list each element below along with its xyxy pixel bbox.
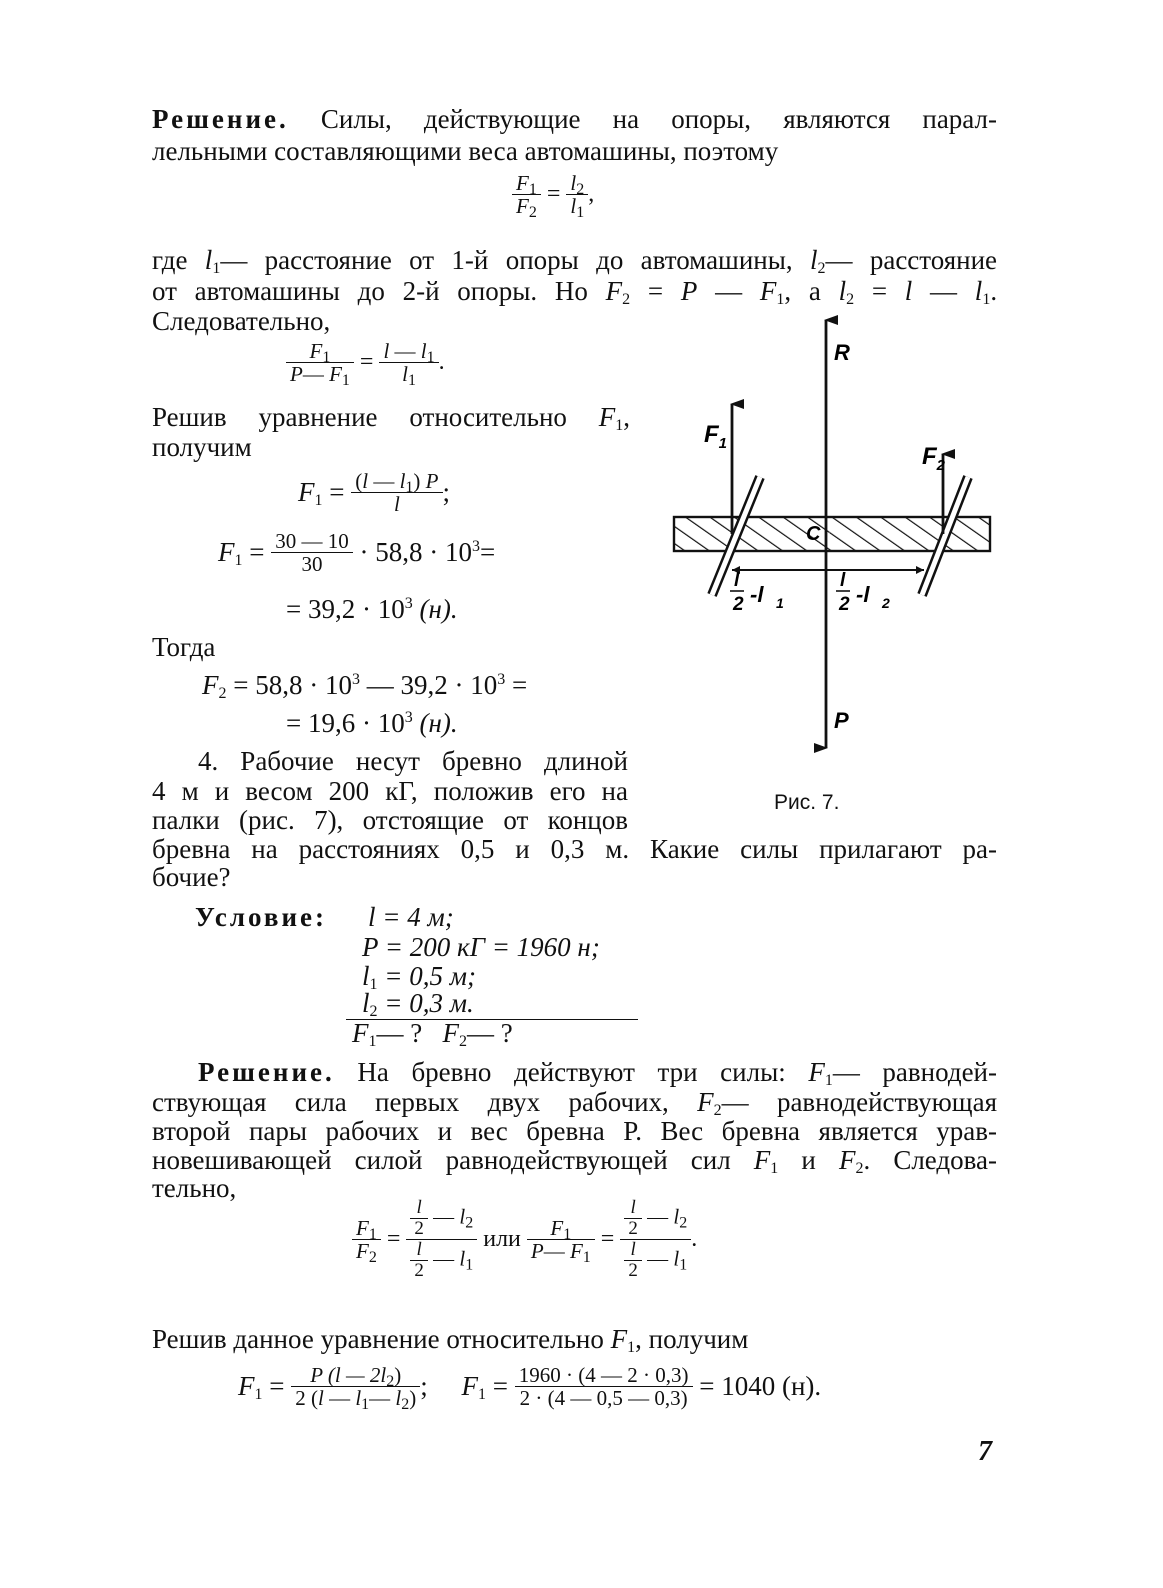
para-2-line3: Следовательно, [152,306,331,336]
solution-lead: Решение. [152,104,289,134]
text: а [808,276,821,306]
unit: (н). [419,708,458,738]
fraction-denominator: 30 [301,552,323,576]
condition-P: P = 200 кГ = 1960 н; [362,932,600,962]
text: , получим [635,1324,749,1354]
para-solution-2-line1: Решение. На бревно действуют три силы: $F_1—$ равнодей- [198,1057,998,1089]
text: — расстояние [825,245,998,275]
label-F2: $F_2$ [922,443,946,474]
para-2-line2: от автомашины до 2-й опоры. Но $F_2 = P$ — $F_1$, а $l_2 = l$ — $l_1$. [152,276,998,308]
para-solution-2-line2: ствующая сила первых двух рабочих, $F_2—$ равнодействующая [152,1087,997,1119]
dim-left-label [730,570,784,615]
formula-f1-numeric: $F_1$ = $\frac{30 — 10}{30}$ · $58,8 \cdot 10^3=$ [218,529,496,576]
fraction-numerator: 30 — 10 [271,530,353,553]
condition-l: l = 4 м; [368,902,454,932]
svg-text:1: 1 [776,595,784,611]
text: = 39,2 · 10 [286,594,405,624]
para-solution-1-line2: лельными составляющими веса автомашины, поэтому [152,136,779,166]
figure-7 [660,312,1000,782]
formula-ratio-2: $\frac{F_1}{P— F_1}$ = $\frac{l — l_1}{l_1}$ . [286,340,445,385]
label-P: P [834,708,849,733]
dim-right-label [836,570,890,615]
para-2-line1: где $l_1—$ расстояние от 1-й опоры до автомашины, $l_2—$ расстояние [152,245,998,277]
svg-text:-l: -l [750,582,764,607]
fraction-denominator: 2 · (4 — 0,5 — 0,3) [519,1386,688,1410]
para-solution-2-line4: новешивающей силой равнодействующей сил $F_1$ и $F_2$. Следова- [152,1145,998,1177]
text: = 19,6 · 10 [286,708,405,738]
text: = 0,3 м. [384,988,474,1018]
condition-l2: $l_2 = 0,3$ м. [362,988,474,1020]
page-number: 7 [978,1436,992,1467]
svg-text:2: 2 [839,594,850,615]
problem4-line4: бревна на расстояниях 0,5 и 0,3 м. Какие силы прилагают ра- [152,834,997,864]
condition-label: Условие: [195,902,327,932]
text: = 58,8 · 10 [233,670,352,700]
problem4-line2: 4 м и весом 200 кГ, положив его на [152,776,628,806]
formula-final: $F_1$ = $\frac{P (l — 2l_2)}{2 (l — l_1— l_2)}$ ; $F_1$ = $\frac{1960 \cdot (4 — 2 \cdot 0,3)}{2 \cdot (4 — 0,5 — 0,3)}$ = 1040 (н). [238,1363,822,1413]
svg-text:2: 2 [882,595,890,611]
svg-text:l: l [840,570,846,591]
text: Решив уравнение относительно [152,402,567,432]
condition-questions: $F_1—$ ? $F_2—$ ? [352,1018,513,1050]
text: новешивающей силой равнодействующей сил [152,1145,731,1175]
text: — равнодействующая [721,1087,997,1117]
svg-text:-l: -l [856,582,870,607]
para-3-line1: Решив уравнение относительно $F_1$, [152,402,631,434]
text: . Следова- [863,1145,998,1175]
formula-f2-line1: $F_2 = 58,8 \cdot 10^3$ — $39,2 \cdot 10^3$ = [202,670,528,702]
formula-f2-line2: = $19,6 \cdot 10^3$ (н). [286,708,458,738]
problem4-line3: палки (рис. 7), отстоящие от концов [152,805,628,835]
text: и [801,1145,816,1175]
text: — равнодей- [832,1057,998,1087]
label-F2-letter: F [922,443,937,470]
text: где [152,245,188,275]
para-text: Силы, действующие на опоры, являются парал- [320,104,997,134]
label-F1: $F_1$ [704,421,728,452]
problem4-line1: 4. Рабочие несут бревно длиной [198,746,628,776]
para-solution-2-line3: второй пары рабочих и вес бревна P. Вес бревна является урав- [152,1116,997,1146]
svg-text:2: 2 [733,594,744,615]
text: от автомашины до 2-й опоры. Но [152,276,588,306]
fraction-numerator: 1960 · (4 — 2 · 0,3) [515,1364,693,1387]
figure-caption: Рис. 7. [774,791,840,814]
formula-f1-general: $F_1$ = $\frac{(l — l_1) P}{l}$ ; [298,469,451,516]
text: — ? [376,1018,423,1048]
text: На бревно действуют три силы: [357,1057,786,1087]
solution-lead: Решение. [198,1057,335,1087]
text: = 0,5 м; [384,961,476,991]
text: — расстояние от 1-й опоры до автомашины, [220,245,793,275]
svg-text:l: l [734,570,740,591]
para-solution-2-line5: тельно, [152,1173,237,1203]
formula-compound: $\frac{F_1}{F_2}$ = $\frac{l}{2}$ — $l_2$ $\frac{l}{2}$ — $l_1$ или $\frac{F_1}{P— F_1}$ = $\frac{l}{2}$ — $l_2$ $\frac{l}{2}$ — $l_1$ . [352,1198,697,1281]
unit: (н). [419,594,458,624]
text: P (l — 2l [310,1363,387,1387]
label-F1-letter: F [704,421,719,448]
label-R: R [834,340,850,365]
para-5: Решив данное уравнение относительно $F_1$, получим [152,1324,749,1356]
text: ствующая сила первых двух рабочих, [152,1087,669,1117]
formula-ratio-1: $\frac{F_1}{F_2}$ = $\frac{l_2}{l_1}$ , [512,172,594,217]
text: · 58,8 · 10 [359,537,472,567]
text: — ? [466,1018,513,1048]
para-3-line2: получим [152,432,252,462]
text: — 39,2 · 10 [366,670,498,700]
formula-f1-result: = $39,2 \cdot 10^3$ (н). [286,594,458,624]
result-text: = 1040 (н). [699,1371,822,1401]
then-label: Тогда [152,632,216,662]
text: Решив данное уравнение относительно [152,1324,604,1354]
problem4-line5: бочие? [152,862,231,892]
or-word: или [483,1226,521,1252]
label-C: C [806,523,821,545]
condition-l1: $l_1 = 0,5$ м; [362,961,476,993]
para-solution-1-line1 [152,104,997,135]
